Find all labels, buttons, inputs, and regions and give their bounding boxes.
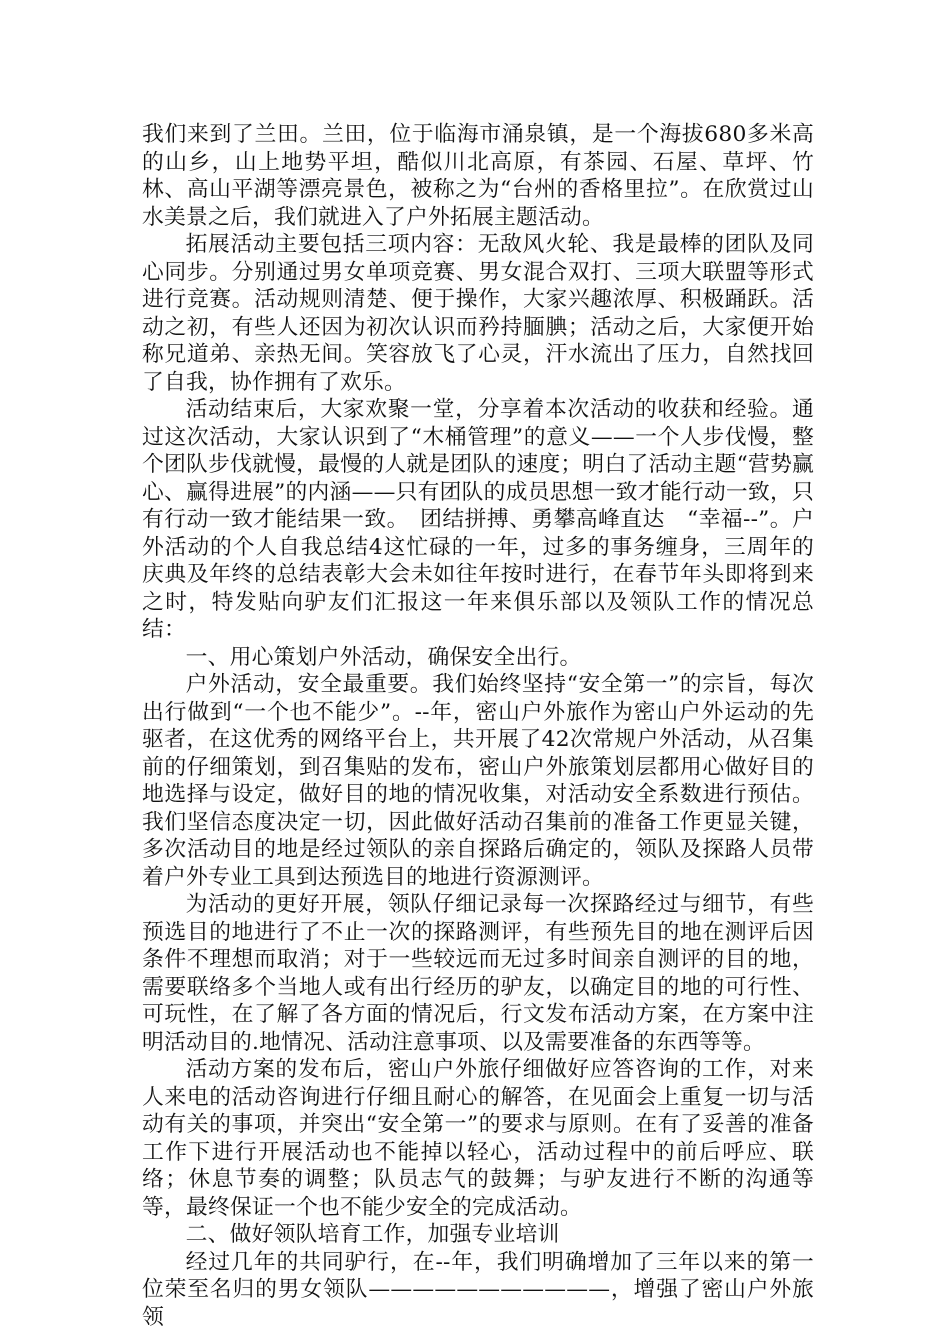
paragraph-safety: 户外活动，安全最重要。我们始终坚持“安全第一”的宗旨，每次出行做到“一个也不能少”。--年，密山户外旅作为密山户外运动的先驱者，在这优秀的网络平台上，共开展了42次常规户外活动，从召集前的仔细策划，到召集贴的发布，密山户外旅策划层都用心做好目的地选择与设定，做好目的地的情况收集，对活动安全系数进行预估。我们坚信态度决定一切，因此做好活动召集前的准备工作更显关键，多次活动目的地是经过领队的亲自探路后确定的，领队及探路人员带着户外专业工具到达预选目的地进行资源测评。 — [142, 672, 814, 890]
document-body — [142, 121, 814, 1331]
paragraph-consulting: 活动方案的发布后，密山户外旅仔细做好应答咨询的工作，对来人来电的活动咨询进行仔细且耐心的解答，在见面会上重复一切与活动有关的事项，并突出“安全第一”的要求与原则。在有了妥善的准备工作下进行开展活动也不能掉以轻心，活动过程中的前后呼应、联络；休息节奏的调整；队员志气的鼓舞；与驴友进行不断的沟通等等，最终保证一个也不能少安全的完成活动。 — [142, 1057, 814, 1220]
section-heading-1: 一、用心策划户外活动，确保安全出行。 — [185, 644, 582, 670]
paragraph-leaders: 经过几年的共同驴行，在--年，我们明确增加了三年以来的第一位荣至名归的男女领队———————————，增强了密山户外旅领 — [142, 1249, 814, 1330]
section-heading-2: 二、做好领队培育工作，加强专业培训 — [185, 1222, 560, 1247]
paragraph-summary: 活动结束后，大家欢聚一堂，分享着本次活动的收获和经验。通过这次活动，大家认识到了“木桶管理”的意义——一个人步伐慢，整个团队步伐就慢，最慢的人就是团队的速度；明白了活动主题“营势赢心、赢得进展”的内涵——只有团队的成员思想一致才能行动一致，只有行动一致才能结果一致。 团结拼搏、勇攀高峰直达 “幸福--”。户外活动的个人自我总结4这忙碌的一年，过多的事务缠身，三周年的庆典及年终的总结表彰大会未如往年按时进行，在春节年头即将到来之时，特发贴向驴友们汇报这一年来俱乐部以及领队工作的情况总结： — [142, 397, 814, 642]
paragraph-scouting: 为活动的更好开展，领队仔细记录每一次探路经过与细节，有些预选目的地进行了不止一次的探路测评，有些预先目的地在测评后因条件不理想而取消；对于一些较远而无过多时间亲自测评的目的地，需要联络多个当地人或有出行经历的驴友，以确定目的地的可行性、可玩性，在了解了各方面的情况后，行文发布活动方案，在方案中注明活动目的.地情况、活动注意事项、以及需要准备的东西等等。 — [142, 892, 814, 1055]
paragraph-activities: 拓展活动主要包括三项内容：无敌风火轮、我是最棒的团队及同心同步。分别通过男女单项竞赛、男女混合双打、三项大联盟等形式进行竞赛。活动规则清楚、便于操作，大家兴趣浓厚、积极踊跃。活动之初，有些人还因为初次认识而矜持腼腆；活动之后，大家便开始称兄道弟、亲热无间。笑容放飞了心灵，汗水流出了压力，自然找回了自我，协作拥有了欢乐。 — [142, 232, 814, 395]
paragraph-intro: 我们来到了兰田。兰田，位于临海市涌泉镇，是一个海拔680多米高的山乡，山上地势平坦，酷似川北高原，有茶园、石屋、草坪、竹林、高山平湖等漂亮景色，被称之为“台州的香格里拉”。在欣赏过山水美景之后，我们就进入了户外拓展主题活动。 — [142, 122, 814, 230]
